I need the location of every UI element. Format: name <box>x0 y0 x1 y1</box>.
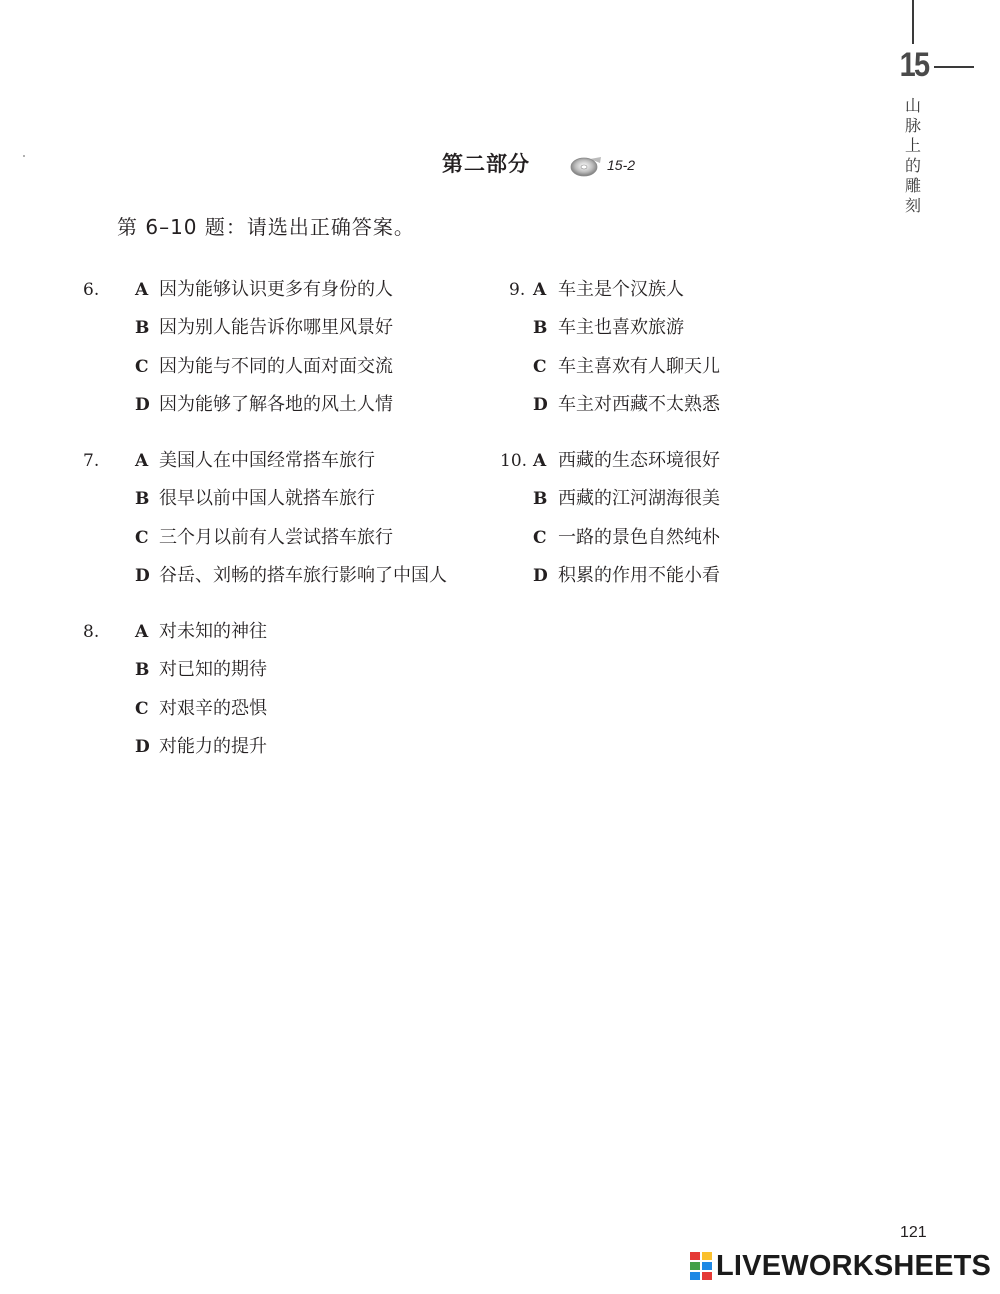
option-row[interactable] <box>103 526 463 564</box>
question-number: 7. <box>83 451 100 471</box>
option-letter: B <box>533 489 548 510</box>
option-row[interactable] <box>103 564 463 602</box>
option-row[interactable] <box>103 355 463 393</box>
instructions: 第 6–10 题：请选出正确答案。 <box>117 215 415 239</box>
question-number: 10. <box>500 451 528 471</box>
option-letter: D <box>135 736 150 757</box>
question-number: 6. <box>83 280 100 300</box>
option-row[interactable] <box>487 526 847 564</box>
option-row[interactable] <box>487 564 847 602</box>
option-row[interactable] <box>103 658 463 696</box>
option-letter: C <box>533 527 547 548</box>
question-9 <box>487 278 847 431</box>
option-letter: A <box>135 622 149 642</box>
option-text: 对已知的期待 <box>159 659 267 681</box>
option-text: 谷岳、刘畅的搭车旅行影响了中国人 <box>159 564 447 586</box>
chapter-title: 山脉上的雕刻 <box>904 96 921 215</box>
option-row[interactable] <box>103 393 463 431</box>
chapter-tab-line-horizontal <box>934 66 974 68</box>
chapter-number: 15 <box>899 46 929 84</box>
option-text: 对艰辛的恐惧 <box>159 697 267 719</box>
option-text: 车主喜欢有人聊天儿 <box>558 355 720 377</box>
option-letter: A <box>533 451 547 471</box>
option-text: 因为能够认识更多有身份的人 <box>159 279 393 300</box>
question-7 <box>83 449 463 602</box>
option-text: 积累的作用不能小看 <box>558 564 720 586</box>
liveworksheets-logo-icon <box>690 1252 712 1280</box>
option-text: 美国人在中国经常搭车旅行 <box>159 450 375 471</box>
option-letter: A <box>533 280 547 300</box>
option-text: 车主对西藏不太熟悉 <box>558 393 720 415</box>
option-letter: D <box>533 565 548 586</box>
option-letter: C <box>135 698 149 719</box>
option-row[interactable] <box>487 449 847 487</box>
option-text: 因为别人能告诉你哪里风景好 <box>159 317 393 339</box>
option-letter: D <box>533 394 548 415</box>
option-text: 车主也喜欢旅游 <box>558 317 684 339</box>
section-title: 第二部分 <box>442 152 530 176</box>
option-text: 很早以前中国人就搭车旅行 <box>159 488 375 510</box>
question-10 <box>487 449 847 602</box>
option-row[interactable] <box>103 487 463 525</box>
option-text: 对能力的提升 <box>159 735 267 757</box>
option-row[interactable] <box>103 697 463 735</box>
option-text: 对未知的神往 <box>159 621 267 642</box>
option-text: 西藏的生态环境很好 <box>558 450 720 471</box>
option-row[interactable] <box>83 620 463 658</box>
option-row[interactable] <box>487 278 847 316</box>
page-number: 121 <box>900 1224 927 1241</box>
option-text: 因为能够了解各地的风土人情 <box>159 393 393 415</box>
audio-track-label: 15-2 <box>607 157 636 173</box>
watermark-text: LIVEWORKSHEETS <box>716 1250 992 1282</box>
option-letter: C <box>135 527 149 548</box>
option-letter: B <box>135 489 150 510</box>
option-letter: A <box>135 451 149 471</box>
option-row[interactable] <box>103 735 463 773</box>
option-letter: D <box>135 565 150 586</box>
option-row[interactable] <box>487 316 847 354</box>
option-letter: B <box>533 318 548 339</box>
question-number: 9. <box>509 280 526 300</box>
option-letter: B <box>135 660 150 681</box>
option-letter: D <box>135 394 150 415</box>
option-row[interactable] <box>103 316 463 354</box>
option-row[interactable] <box>83 449 463 487</box>
option-row[interactable] <box>487 393 847 431</box>
cd-icon[interactable] <box>570 153 604 179</box>
scan-speck <box>23 155 25 157</box>
option-row[interactable] <box>83 278 463 316</box>
chapter-tab-line-vertical <box>912 0 914 44</box>
question-number: 8. <box>83 622 100 642</box>
option-row[interactable] <box>487 487 847 525</box>
question-6 <box>83 278 463 431</box>
option-letter: C <box>135 356 149 377</box>
option-row[interactable] <box>487 355 847 393</box>
option-text: 因为能与不同的人面对面交流 <box>159 355 393 377</box>
option-letter: A <box>135 280 149 300</box>
question-8 <box>83 620 463 773</box>
option-text: 车主是个汉族人 <box>558 279 684 300</box>
option-text: 西藏的江河湖海很美 <box>558 488 720 510</box>
option-letter: C <box>533 356 547 377</box>
option-text: 一路的景色自然纯朴 <box>558 526 720 548</box>
option-text: 三个月以前有人尝试搭车旅行 <box>159 526 393 548</box>
option-letter: B <box>135 318 150 339</box>
